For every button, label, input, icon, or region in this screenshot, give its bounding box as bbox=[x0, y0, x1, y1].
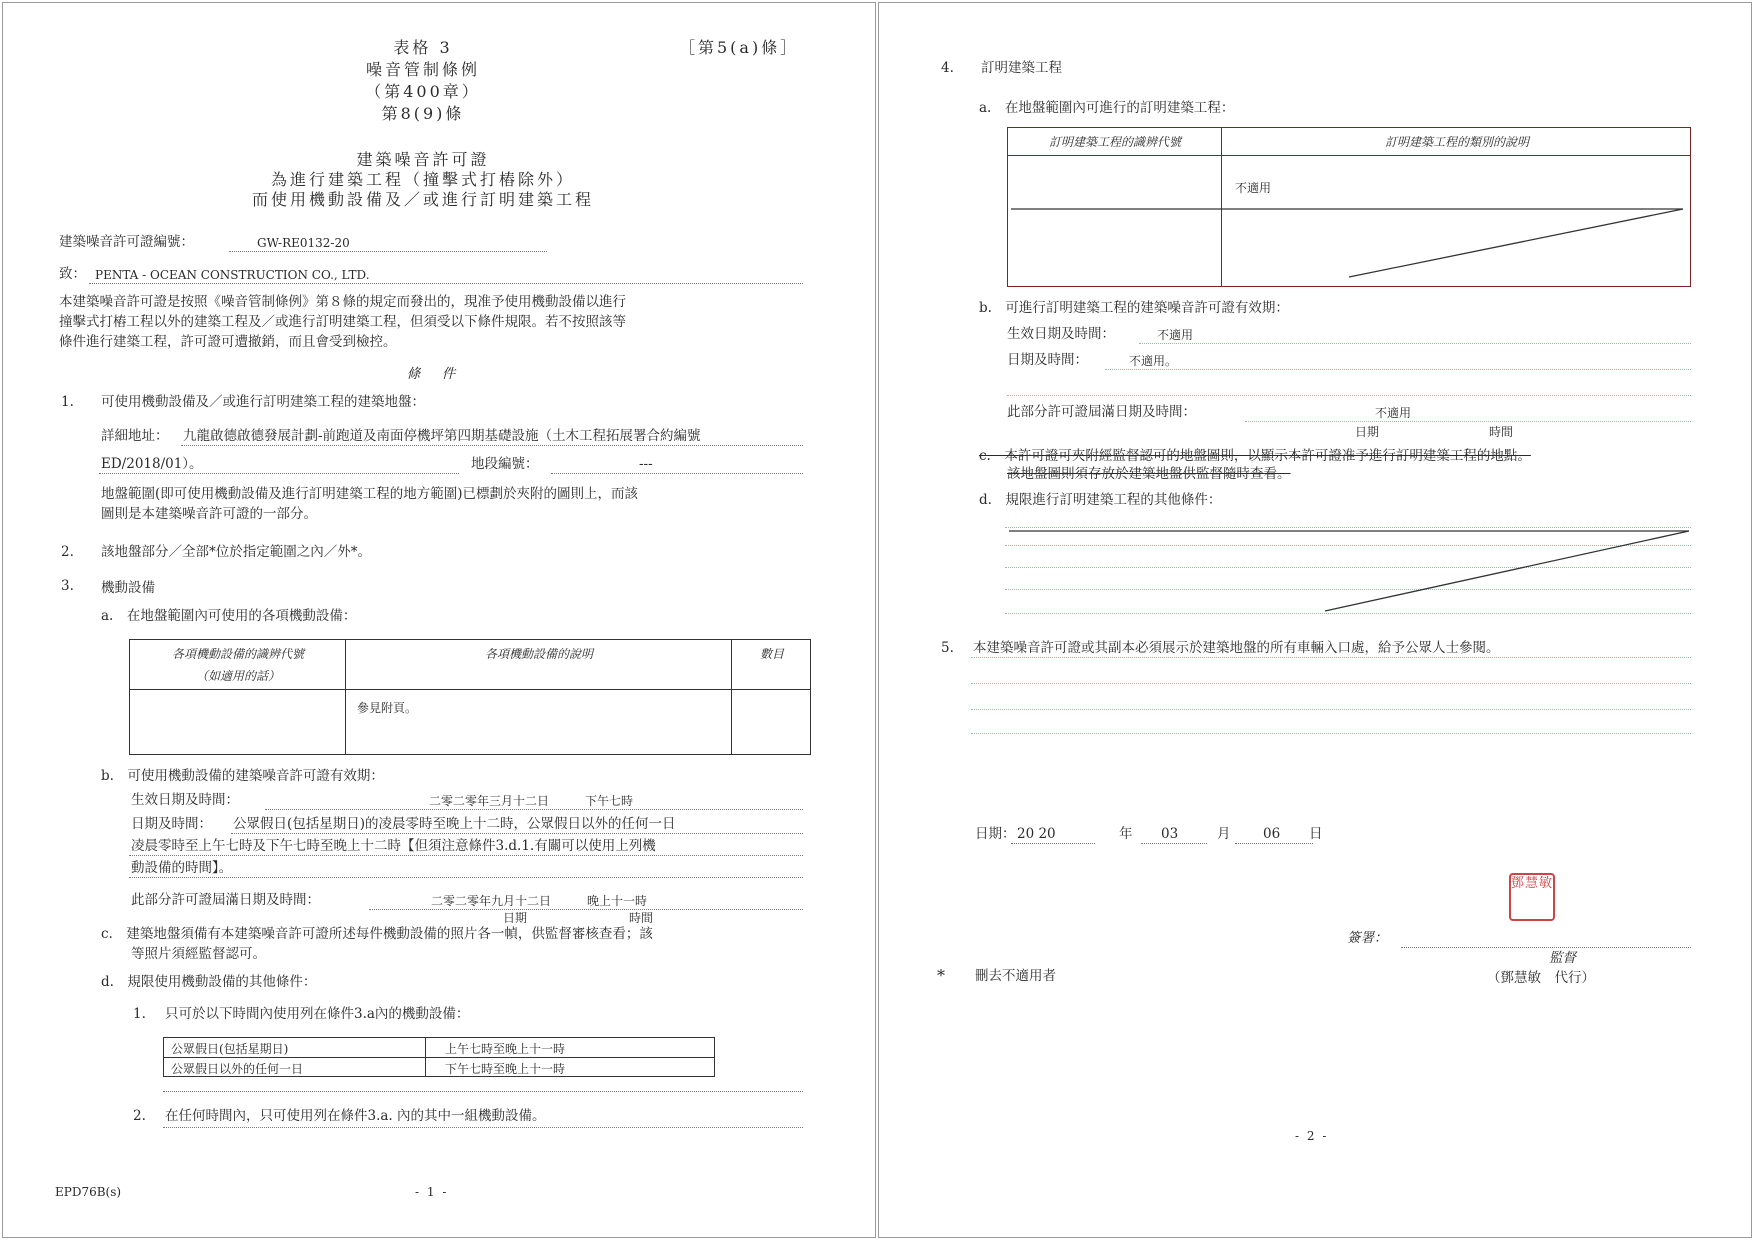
year-value: 20 20 bbox=[1017, 826, 1056, 842]
day-label: 日 bbox=[1309, 826, 1323, 842]
page-number-1: - 1 - bbox=[415, 1185, 449, 1199]
works-date-time-label: 日期及時間： bbox=[1007, 352, 1088, 368]
date-caption: 日期 bbox=[503, 911, 528, 925]
permit-subtitle-1: 為進行建築工程（撞擊式打樁除外） bbox=[270, 170, 575, 189]
item-4-number: 4. bbox=[941, 60, 954, 76]
works-time-caption: 時間 bbox=[1489, 425, 1514, 439]
date-time-value-2: 凌晨零時至上午七時及下午七時至晚上十二時【但須注意條件3.d.1.有關可以使用上列機 bbox=[131, 838, 656, 854]
item-1-text: 可使用機動設備及／或進行訂明建築工程的建築地盤： bbox=[101, 394, 425, 410]
table-strikeout-lines bbox=[1007, 127, 1691, 287]
authority-title: 監督 bbox=[1549, 950, 1576, 966]
item-4c-line-2: 該地盤圖則須存放於建築地盤供監督隨時查看。 bbox=[1007, 466, 1291, 482]
recipient-name: PENTA - OCEAN CONSTRUCTION CO., LTD. bbox=[95, 268, 370, 282]
site-description-1: 地盤範圍(即可使用機動設備及進行訂明建築工程的地方範圍)已標劃於夾附的圖則上，而該 bbox=[101, 486, 639, 502]
date-time-value-3: 動設備的時間】。 bbox=[131, 860, 233, 876]
item-3a-text: a. 在地盤範圍內可使用的各項機動設備： bbox=[101, 608, 357, 624]
permit-subtitle-2: 而使用機動設備及／或進行訂明建築工程 bbox=[251, 190, 594, 209]
works-date-time-value: 不適用。 bbox=[1129, 354, 1178, 368]
footnote-text: 刪去不適用者 bbox=[975, 968, 1056, 984]
year-label: 年 bbox=[1119, 826, 1133, 842]
permit-page-2 bbox=[878, 2, 1752, 1238]
item-5-text: 本建築噪音許可證或其副本必須展示於建築地盤的所有車輛入口處，給予公眾人士參閱。 bbox=[973, 640, 1500, 656]
permit-number: GW-RE0132-20 bbox=[257, 236, 350, 250]
item-3d1-number: 1. bbox=[133, 1006, 146, 1022]
item-1-number: 1. bbox=[61, 394, 74, 410]
item-2-number: 2. bbox=[61, 544, 74, 560]
lot-number-value: --- bbox=[639, 456, 653, 472]
expiry-label: 此部分許可證屆滿日期及時間： bbox=[131, 892, 320, 908]
page-number-2: - 2 - bbox=[1295, 1129, 1329, 1143]
lot-number-label: 地段編號： bbox=[471, 456, 539, 472]
item-3d2-text: 在任何時間內，只可使用列在條件3.a. 內的其中一組機動設備。 bbox=[165, 1108, 546, 1124]
month-value: 03 bbox=[1161, 826, 1179, 842]
table-header-works-description: 訂明建築工程的類別的說明 bbox=[1384, 135, 1529, 149]
signature-label: 簽署： bbox=[1347, 930, 1388, 946]
table-header-works-code: 訂明建築工程的識辨代號 bbox=[1048, 135, 1181, 149]
hours-row-1-time: 上午七時至晚上十一時 bbox=[445, 1042, 566, 1056]
month-label: 月 bbox=[1217, 826, 1231, 842]
works-effective-value: 不適用 bbox=[1157, 328, 1194, 342]
hours-row-2-time: 下午七時至晚上十一時 bbox=[445, 1062, 566, 1076]
item-3c-line-2: 等照片須經監督認可。 bbox=[131, 946, 266, 962]
intro-line-3: 條件進行建築工程，許可證可遭撤銷，而且會受到檢控。 bbox=[59, 334, 397, 350]
item-3d2-number: 2. bbox=[133, 1108, 146, 1124]
date-time-value-1: 公眾假日(包括星期日)的凌晨零時至晚上十二時，公眾假日以外的任何一日 bbox=[233, 816, 676, 832]
table-cell-see-annex: 參見附頁。 bbox=[357, 701, 418, 715]
works-effective-label: 生效日期及時間： bbox=[1007, 326, 1115, 342]
table-header-quantity: 數目 bbox=[759, 647, 784, 661]
footnote-mark: * bbox=[937, 966, 945, 985]
date-label: 日期： bbox=[975, 826, 1016, 842]
item-4d-text: d. 規限進行訂明建築工程的其他條件： bbox=[979, 492, 1222, 508]
form-number: 表格 3 bbox=[393, 38, 453, 57]
item-3-text: 機動設備 bbox=[101, 580, 155, 596]
item-3-number: 3. bbox=[61, 578, 74, 594]
item-4a-text: a. 在地盤範圍內可進行的訂明建築工程： bbox=[979, 100, 1235, 116]
address-label: 詳細地址： bbox=[101, 428, 169, 444]
table-cell-not-applicable: 不適用 bbox=[1235, 181, 1272, 195]
item-3d1-text: 只可於以下時間內使用列在條件3.a內的機動設備： bbox=[165, 1006, 470, 1022]
address-value-line-1: 九龍啟德啟德發展計劃-前跑道及南面停機坪第四期基礎設施（土木工程拓展署合約編號 bbox=[183, 428, 701, 444]
table-header-equipment-description: 各項機動設備的說明 bbox=[484, 647, 593, 661]
hours-row-1-day: 公眾假日(包括星期日) bbox=[171, 1042, 289, 1056]
item-5-number: 5. bbox=[941, 640, 954, 656]
recipient-label: 致： bbox=[59, 266, 86, 282]
conditions-heading: 條 件 bbox=[406, 366, 460, 382]
site-description-2: 圖則是本建築噪音許可證的一部分。 bbox=[101, 506, 317, 522]
item-4-text: 訂明建築工程 bbox=[981, 60, 1062, 76]
works-date-caption: 日期 bbox=[1355, 425, 1380, 439]
delegate-name: （鄧慧敏 代行） bbox=[1487, 970, 1595, 986]
conditions-strikeout-lines bbox=[1005, 521, 1695, 617]
chapter-number: （第400章） bbox=[365, 82, 481, 101]
intro-line-2: 撞擊式打樁工程以外的建築工程及／或進行訂明建築工程，但須受以下條件規限。若不按照該等 bbox=[59, 314, 626, 330]
section-reference: ［第5(a)條］ bbox=[679, 38, 800, 57]
address-value-line-2: ED/2018/01）。 bbox=[101, 456, 203, 472]
table-header-equipment-code: 各項機動設備的識辨代號 bbox=[171, 647, 304, 661]
table-header-if-applicable: （如適用的話） bbox=[195, 669, 280, 683]
date-time-label: 日期及時間： bbox=[131, 816, 212, 832]
item-3d-text: d. 規限使用機動設備的其他條件： bbox=[101, 974, 317, 990]
section-number: 第8(9)條 bbox=[381, 104, 465, 123]
form-code: EPD76B(s) bbox=[55, 1185, 122, 1199]
permit-number-label: 建築噪音許可證編號： bbox=[59, 234, 194, 250]
item-4b-text: b. 可進行訂明建築工程的建築噪音許可證有效期： bbox=[979, 300, 1289, 316]
item-3b-text: b. 可使用機動設備的建築噪音許可證有效期： bbox=[101, 768, 384, 784]
ordinance-title: 噪音管制條例 bbox=[365, 60, 480, 79]
permit-title: 建築噪音許可證 bbox=[356, 150, 490, 169]
works-expiry-label: 此部分許可證屆滿日期及時間： bbox=[1007, 404, 1196, 420]
intro-line-1: 本建築噪音許可證是按照《噪音管制條例》第８條的規定而發出的，現准予使用機動設備以進行 bbox=[59, 294, 626, 310]
item-4c-line-1: c. 本許可證可夾附經監督認可的地盤圖則，以顯示本許可證准予進行訂明建築工程的地點。 bbox=[979, 448, 1531, 464]
official-seal: 鄧慧敏 bbox=[1509, 873, 1555, 921]
hours-row-2-day: 公眾假日以外的任何一日 bbox=[171, 1062, 304, 1076]
item-2-text: 該地盤部分／全部*位於指定範圍之內／外*。 bbox=[101, 544, 371, 560]
effective-value: 二零二零年三月十二日 下午七時 bbox=[429, 794, 634, 808]
time-caption: 時間 bbox=[629, 911, 654, 925]
item-3c-line-1: c. 建築地盤須備有本建築噪音許可證所述每件機動設備的照片各一幀，供監督審核查看；該 bbox=[101, 926, 653, 942]
effective-label: 生效日期及時間： bbox=[131, 792, 239, 808]
works-expiry-value: 不適用 bbox=[1375, 406, 1412, 420]
expiry-value: 二零二零年九月十二日 晚上十一時 bbox=[431, 894, 648, 908]
permit-page-1 bbox=[2, 2, 876, 1238]
day-value: 06 bbox=[1263, 826, 1281, 842]
